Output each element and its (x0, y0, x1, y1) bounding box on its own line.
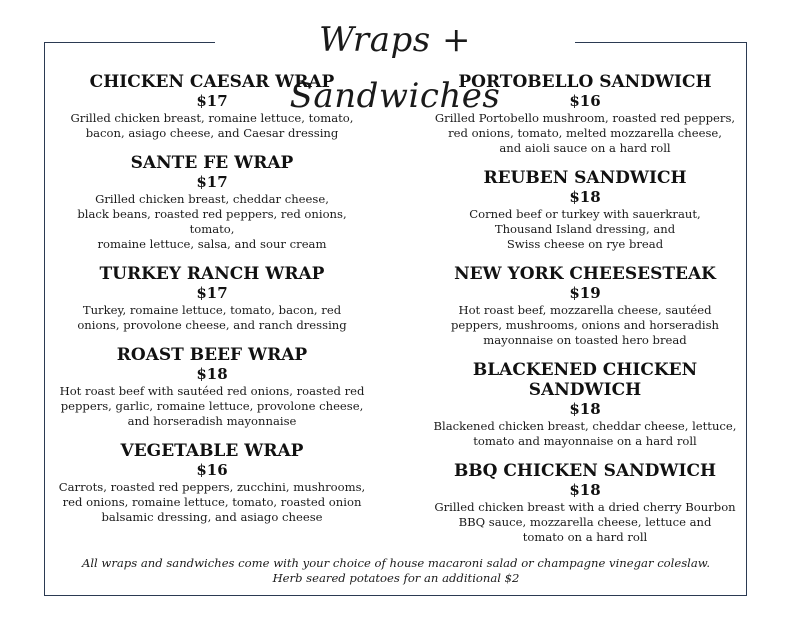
item-name: NEW YORK CHEESESTEAK (454, 264, 716, 284)
description-line: and horseradish mayonnaise (127, 414, 297, 428)
right-column (428, 72, 742, 557)
item-name: VEGETABLE WRAP (120, 441, 304, 461)
item-description (428, 111, 742, 156)
item-description (428, 303, 742, 348)
description-line: Grilled Portobello mushroom, roasted red peppers, (434, 111, 736, 125)
description-line: red onions, tomato, melted mozzarella cheese, (448, 126, 722, 140)
item-description (428, 419, 742, 449)
description-line: Turkey, romaine lettuce, tomato, bacon, red (82, 303, 342, 317)
description-line: Grilled chicken breast with a dried cherry Bourbon (434, 500, 736, 514)
description-line: Corned beef or turkey with sauerkraut, (469, 207, 701, 221)
menu-item (56, 153, 368, 252)
menu-item (428, 360, 742, 449)
item-price: $17 (196, 92, 228, 110)
description-line: mayonnaise on toasted hero bread (483, 333, 687, 347)
left-column (56, 72, 368, 537)
item-price: $18 (569, 188, 601, 206)
description-line: Thousand Island dressing, and (494, 222, 676, 236)
menu-item (56, 441, 368, 525)
description-line: bacon, asiago cheese, and Caesar dressing (85, 126, 339, 140)
item-description (56, 480, 368, 525)
item-price: $18 (196, 365, 228, 383)
menu-item (56, 345, 368, 429)
item-name: PORTOBELLO SANDWICH (458, 72, 712, 92)
item-description (56, 384, 368, 429)
description-line: Hot roast beef with sautéed red onions, roasted red (59, 384, 365, 398)
description-line: romaine lettuce, salsa, and sour cream (97, 237, 327, 251)
footer-line: Herb seared potatoes for an additional $2 (272, 571, 520, 585)
menu-footer-note (56, 556, 736, 586)
description-line: Carrots, roasted red peppers, zucchini, mushrooms, (58, 480, 366, 494)
item-description (428, 207, 742, 252)
description-line: Hot roast beef, mozzarella cheese, sautéed (458, 303, 712, 317)
item-description (56, 111, 368, 141)
menu-item (428, 168, 742, 252)
item-name: BBQ CHICKEN SANDWICH (453, 461, 717, 481)
description-line: BBQ sauce, mozzarella cheese, lettuce and (458, 515, 712, 529)
item-price: $17 (196, 173, 228, 191)
description-line: Swiss cheese on rye bread (506, 237, 664, 251)
menu-item (428, 264, 742, 348)
description-line: tomato on a hard roll (522, 530, 648, 544)
description-line: peppers, garlic, romaine lettuce, provolone cheese, (60, 399, 364, 413)
description-line: and aioli sauce on a hard roll (499, 141, 671, 155)
item-price: $17 (196, 284, 228, 302)
description-line: black beans, roasted red peppers, red onions, tomato, (77, 207, 347, 236)
item-name: ROAST BEEF WRAP (116, 345, 308, 365)
item-description (56, 192, 368, 252)
item-name: CHICKEN CAESAR WRAP (89, 72, 335, 92)
footer-line: All wraps and sandwiches come with your choice of house macaroni salad or champagne vinegar coleslaw. (81, 556, 711, 570)
item-description (428, 500, 742, 545)
item-name: TURKEY RANCH WRAP (99, 264, 325, 284)
description-line: Grilled chicken breast, romaine lettuce, tomato, (70, 111, 354, 125)
item-price: $16 (569, 92, 601, 110)
menu-title: Wraps + Sandwiches (215, 12, 575, 68)
menu-item (428, 72, 742, 156)
item-price: $18 (569, 400, 601, 418)
item-name: SANTE FE WRAP (130, 153, 294, 173)
item-price: $16 (196, 461, 228, 479)
description-line: Grilled chicken breast, cheddar cheese, (95, 192, 329, 206)
description-line: Blackened chicken breast, cheddar cheese, lettuce, (433, 419, 737, 433)
menu-item (56, 264, 368, 333)
description-line: tomato and mayonnaise on a hard roll (473, 434, 697, 448)
description-line: onions, provolone cheese, and ranch dressing (77, 318, 347, 332)
description-line: peppers, mushrooms, onions and horseradish (450, 318, 720, 332)
menu-item (56, 72, 368, 141)
item-name: BLACKENED CHICKEN SANDWICH (472, 360, 698, 400)
description-line: red onions, romaine lettuce, tomato, roasted onion (62, 495, 362, 509)
menu-item (428, 461, 742, 545)
item-name: REUBEN SANDWICH (483, 168, 687, 188)
item-description (56, 303, 368, 333)
item-price: $19 (569, 284, 601, 302)
item-price: $18 (569, 481, 601, 499)
description-line: balsamic dressing, and asiago cheese (101, 510, 323, 524)
